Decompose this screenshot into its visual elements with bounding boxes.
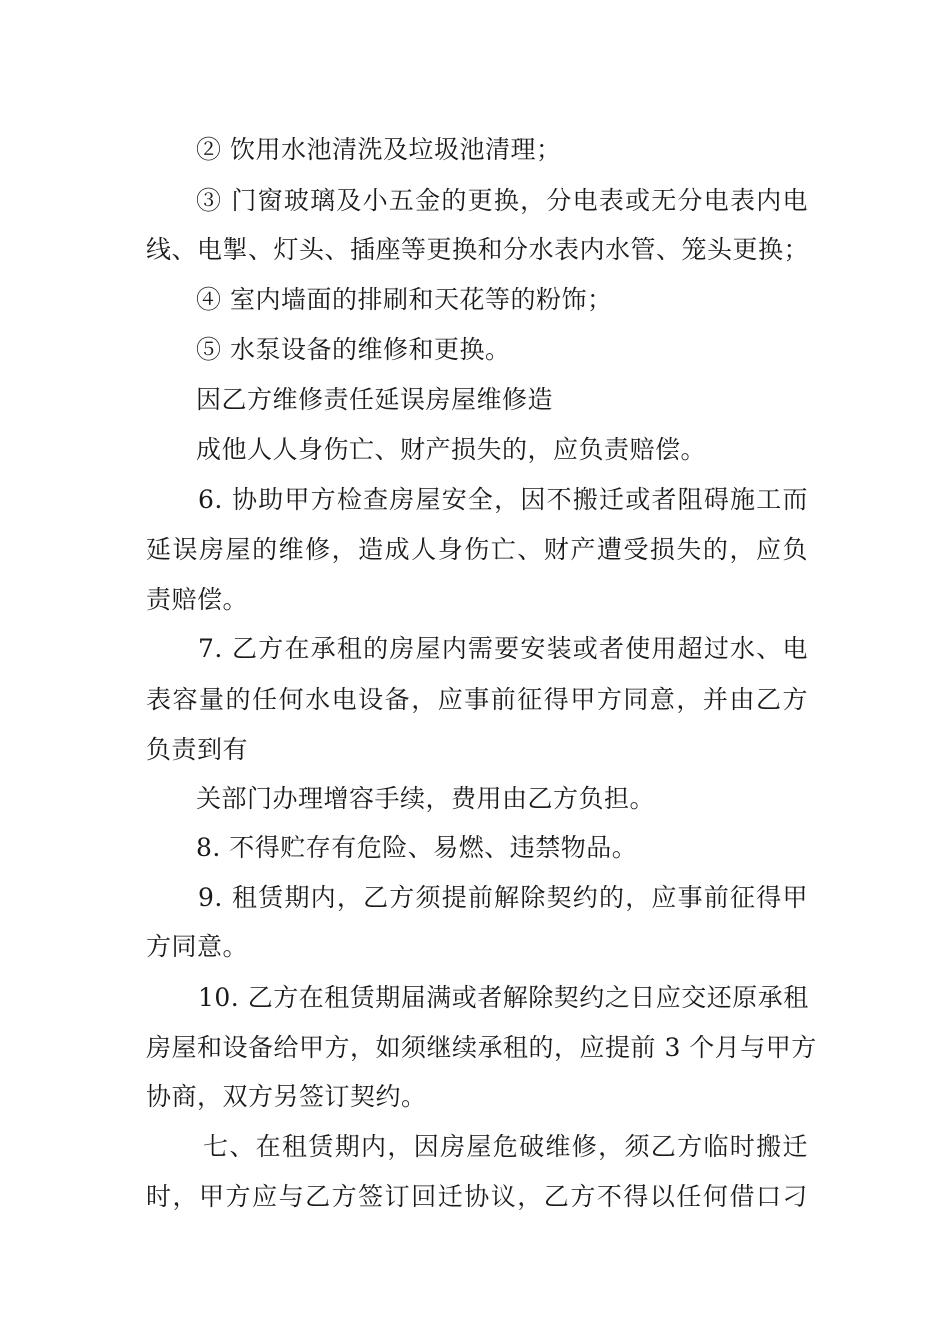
text-line-clause-10: 10. 乙方在租赁期届满或者解除契约之日应交还原承租 — [198, 983, 809, 1012]
text-line-clause-7-end: 关部门办理增容手续，费用由乙方负担。 — [196, 784, 656, 813]
text-line-clause-9: 9. 租赁期内，乙方须提前解除契约的，应事前征得甲 — [198, 883, 808, 912]
text-line-clause-6-cont: 延误房屋的维修，造成人身伤亡、财产遭受损失的，应负 — [146, 535, 808, 564]
text-line-item-3-cont: 线、电掣、灯头、插座等更换和分水表内水管、笼头更换； — [146, 235, 810, 264]
text-line-section-7: 七、在租赁期内，因房屋危破维修，须乙方临时搬迁 — [203, 1132, 808, 1161]
text-line-clause-6-end: 责赔偿。 — [146, 585, 249, 614]
text-line-item-2: ② 饮用水池清洗及垃圾池清理； — [196, 135, 562, 164]
text-line-clause-7-cont: 表容量的任何水电设备，应事前征得甲方同意，并由乙方 — [146, 685, 808, 714]
text-line-clause-7-cont2: 负责到有 — [146, 735, 249, 764]
text-line-clause-6: 6. 协助甲方检查房屋安全，因不搬迁或者阻碍施工而 — [198, 485, 808, 514]
text-line-item-4: ④ 室内墙面的排刷和天花等的粉饰； — [196, 285, 613, 314]
text-line-clause-8: 8. 不得贮存有危险、易燃、违禁物品。 — [196, 833, 638, 862]
text-line-item-5: ⑤ 水泵设备的维修和更换。 — [196, 335, 511, 364]
text-line-clause-10-cont: 房屋和设备给甲方，如须继续承租的，应提前 3 个月与甲方 — [146, 1033, 817, 1062]
text-line-clause-10-end: 协商，双方另签订契约。 — [146, 1082, 427, 1111]
text-line-item-3: ③ 门窗玻璃及小五金的更换，分电表或无分电表内电 — [196, 186, 808, 215]
text-line-section-7-cont: 时，甲方应与乙方签订回迁协议，乙方不得以任何借口刁 — [146, 1182, 808, 1211]
text-line-repair-liability: 因乙方维修责任延误房屋维修造 — [196, 385, 554, 414]
text-line-clause-9-end: 方同意。 — [146, 932, 249, 961]
text-line-clause-7: 7. 乙方在承租的房屋内需要安装或者使用超过水、电 — [198, 634, 808, 663]
text-line-repair-liability-cont: 成他人人身伤亡、财产损失的，应负责赔偿。 — [196, 435, 707, 464]
